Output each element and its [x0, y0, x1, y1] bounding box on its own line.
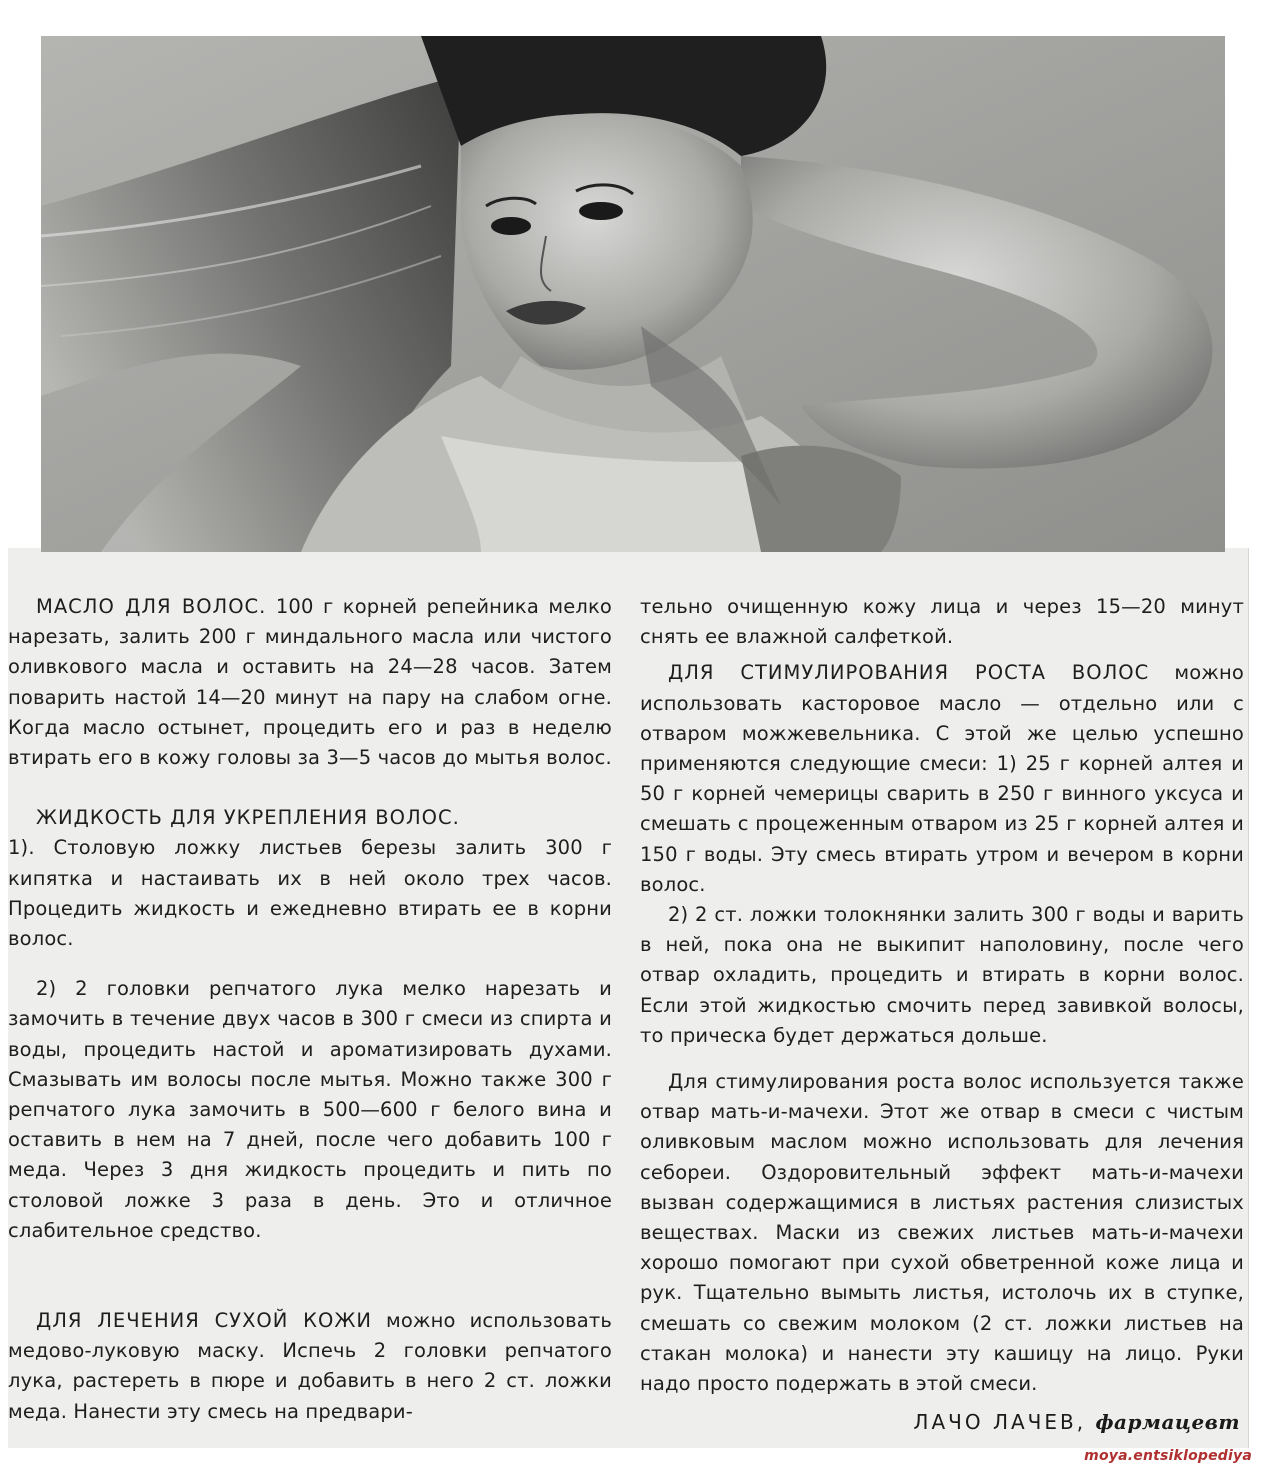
right-column	[640, 592, 1244, 1399]
text-dry-skin: можно использовать медово-луковую маску. Испечь 2 головки репчатого лука, растереть в пюре и добавить в него 2 ст. ложки меда. Нанести эту смесь на предвари-	[8, 1309, 612, 1423]
text-hair-oil: 100 г корней репейника мелко нарезать, залить 200 г миндального масла или чистого оливкового масла и оставить на 24—28 часов. Затем поварить настой 14—20 минут на пару на слабом огне. Когда масло остынет, процедить его и раз в неделю втирать его в кожу головы за 3—5 часов до мытья волос.	[8, 595, 612, 770]
heading-hair-oil: МАСЛО ДЛЯ ВОЛОС.	[36, 595, 267, 618]
author-role: фармацевт	[1095, 1410, 1240, 1434]
text-bearberry: 2) 2 ст. ложки толокнянки залить 300 г воды и варить в ней, пока она не выкипит наполовину, после чего отвар охладить, процедить и втирать в корни волос. Если этой жидкостью смочить перед завивкой волосы, то прическа будет держаться дольше.	[640, 903, 1244, 1047]
paragraph-strengthening-liquid	[8, 803, 612, 833]
left-column	[8, 592, 612, 1427]
text-continuation: тельно очищенную кожу лица и через 15—20 минут снять ее влажной салфеткой.	[640, 595, 1244, 649]
text-onion-recipe: 2) 2 головки репчатого лука мелко нарезать и замочить в течение двух часов в 300 г смеси из спирта и воды, процедить настой и ароматизировать духами. Смазывать им волосы после мытья. Можно также 300 г репчатого лука замочить в 500—600 г белого вина и оставить в нем на 7 дней, после чего добавить 100 г меда. Через 3 дня жидкость процедить и пить по столовой ложке 3 раза в день. Это и отличное слабительное средство.	[8, 977, 612, 1242]
paragraph-hair-growth	[640, 658, 1244, 900]
text-birch-recipe: 1). Столовую ложку листьев березы залить 300 г кипятка и настаивать их в ней около трех часов. Процедить жидкость и ежедневно втирать ее в корни волос.	[8, 836, 612, 951]
paragraph-bearberry	[640, 900, 1244, 1051]
heading-strengthening-liquid: ЖИДКОСТЬ ДЛЯ УКРЕПЛЕНИЯ ВОЛОС.	[36, 806, 460, 830]
text-hair-growth: можно использовать касторовое масло — отдельно или с отваром можжевельника. С этой же целью успешно применяются следующие смеси: 1) 25 г корней алтея и 50 г корней чемерицы сварить в 250 г винного уксуса и смешать с процеженным отваром из 25 г корней алтея и 150 г воды. Эту смесь втирать утром и вечером в корни волос.	[640, 661, 1244, 896]
text-coltsfoot: Для стимулирования роста волос используется также отвар мать-и-мачехи. Этот же отвар в смеси с чистым оливковым маслом можно использовать для лечения себореи. Оздоровительный эффект мать-и-мачехи вызван содержащимися в листьях растения слизистых веществах. Маски из свежих листьев мать-и-мачехи хорошо помогают при сухой обветренной коже лица и рук. Тщательно вымыть листья, истолочь их в ступке, смешать со свежим молоком (2 ст. ложки листьев на стакан молока) и нанести эту кашицу на лицо. Руки надо просто подержать в этой смеси.	[640, 1070, 1244, 1396]
paragraph-dry-skin	[8, 1306, 612, 1427]
author-name: ЛАЧО ЛАЧЕВ,	[913, 1410, 1087, 1434]
heading-dry-skin: ДЛЯ ЛЕЧЕНИЯ СУХОЙ КОЖИ	[36, 1309, 372, 1333]
paragraph-continuation	[640, 592, 1244, 652]
portrait-photo	[41, 36, 1225, 552]
author-signature	[800, 1410, 1240, 1434]
heading-hair-growth: ДЛЯ СТИМУЛИРОВАНИЯ РОСТА ВОЛОС	[668, 661, 1150, 685]
paragraph-hair-oil	[8, 592, 612, 773]
paragraph-birch-recipe	[8, 833, 612, 954]
paragraph-coltsfoot	[640, 1067, 1244, 1399]
paragraph-onion-recipe	[8, 974, 612, 1246]
watermark: moya.entsiklopediya	[1084, 1448, 1252, 1464]
